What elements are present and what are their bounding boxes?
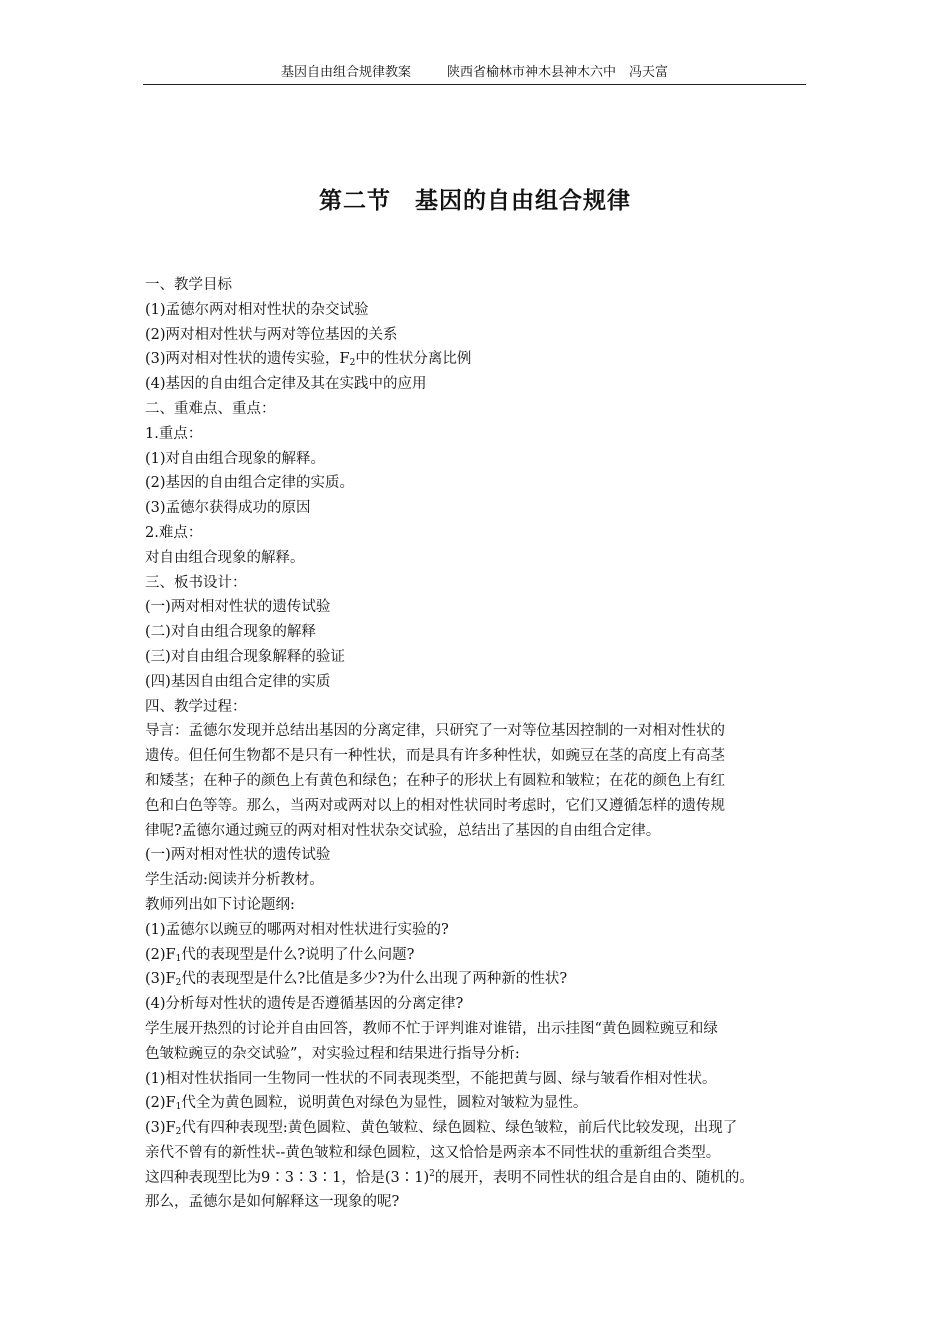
question-item: (4)分析每对性状的遗传是否遵循基因的分离定律?	[145, 996, 464, 1013]
question-item	[145, 967, 810, 992]
analysis-item	[145, 1091, 810, 1116]
analysis-text: 代全为黄色圆粒，说明黄色对绿色为显性，圆粒对皱粒为显性。	[181, 1095, 588, 1112]
page-title: 第二节 基因的自由组合规律	[319, 188, 631, 214]
superscript: 2	[429, 1168, 435, 1179]
goal-item: (1)孟德尔两对相对性状的杂交试验	[145, 301, 369, 318]
section-heading-goals: 一、教学目标	[145, 277, 232, 293]
analysis-text: 的展开，表明不同性状的组合是自由的、随机的。	[434, 1169, 754, 1186]
goal-item-text: (3)两对相对性状的遗传实验，F	[145, 351, 350, 368]
analysis-line	[145, 1166, 810, 1191]
goal-item: (4)基因的自由组合定律及其在实践中的应用	[145, 376, 427, 393]
intro-line: 导言：孟德尔发现并总结出基因的分离定律，只研究了一对等位基因控制的一对相对性状的	[145, 723, 725, 740]
outline-label: 教师列出如下讨论题纲:	[145, 896, 295, 913]
intro-line: 律呢?孟德尔通过豌豆的两对相对性状杂交试验，总结出了基因的自由组合定律。	[145, 822, 661, 839]
board-item: (三)对自由组合现象解释的验证	[145, 648, 345, 665]
question-item	[145, 943, 810, 968]
section-heading-board: 三、板书设计：	[145, 574, 247, 591]
analysis-text: 代有四种表现型:黄色圆粒、黄色皱粒、绿色圆粒、绿色皱粒，前后代比较发现，出现了	[181, 1120, 738, 1137]
closing-question: 那么，孟德尔是如何解释这一现象的呢?	[145, 1194, 400, 1211]
analysis-line: 亲代不曾有的新性状--黄色皱粒和绿色圆粒，这又恰恰是两亲本不同性状的重新组合类型。	[145, 1144, 721, 1161]
subscript: 2	[175, 978, 182, 989]
goal-item	[145, 347, 810, 372]
goal-item-text: 中的性状分离比例	[355, 351, 472, 368]
subscript: 2	[175, 1127, 182, 1138]
keypoint-item: (3)孟德尔获得成功的原因	[145, 500, 311, 517]
keypoint-item: (1)对自由组合现象的解释。	[145, 450, 326, 467]
question-text: (2)F	[145, 946, 176, 963]
question-text: 代的表现型是什么?说明了什么问题?	[181, 946, 415, 963]
section-heading-keypoints: 二、重难点、重点：	[145, 400, 276, 417]
intro-line: 遗传。但任何生物都不是只有一种性状，而是具有许多种性状，如豌豆在茎的高度上有高茎	[145, 748, 725, 765]
subsection-heading: (一)两对相对性状的遗传试验	[145, 847, 331, 864]
subscript: 1	[175, 953, 182, 964]
header-course-title: 基因自由组合规律教案	[280, 65, 411, 80]
question-text: (3)F	[145, 971, 176, 988]
keypoint-label: 1.重点：	[145, 425, 203, 442]
subscript: 2	[349, 358, 356, 369]
student-activity: 学生活动:阅读并分析教材。	[145, 872, 324, 889]
discussion-line: 学生展开热烈的讨论并自由回答，教师不忙于评判谁对谁错，出示挂图“黄色圆粒豌豆和绿	[145, 1020, 718, 1037]
document-body	[145, 273, 810, 1215]
difficulty-text: 对自由组合现象的解释。	[145, 549, 305, 566]
analysis-text: (3)F	[145, 1120, 176, 1137]
intro-line: 色和白色等等。那么，当两对或两对以上的相对性状同时考虑时，它们又遵循怎样的遗传规	[145, 797, 725, 814]
analysis-text: (2)F	[145, 1095, 176, 1112]
subscript: 1	[175, 1102, 182, 1113]
section-heading-process: 四、教学过程：	[145, 698, 247, 715]
keypoint-item: (2)基因的自由组合定律的实质。	[145, 475, 355, 492]
board-item: (四)基因自由组合定律的实质	[145, 673, 331, 690]
page-header	[143, 62, 806, 85]
analysis-item	[145, 1116, 810, 1141]
question-item: (1)孟德尔以豌豆的哪两对相对性状进行实验的?	[145, 921, 449, 938]
difficulty-label: 2.难点：	[145, 524, 203, 541]
header-school-author: 陕西省榆林市神木县神木六中 冯天富	[447, 65, 669, 80]
board-item: (二)对自由组合现象的解释	[145, 624, 316, 641]
analysis-text: 这四种表现型比为9∶3∶3∶1，恰是(3∶1)	[145, 1169, 430, 1186]
goal-item: (2)两对相对性状与两对等位基因的关系	[145, 326, 398, 343]
discussion-line: 色皱粒豌豆的杂交试验”，对实验过程和结果进行指导分析:	[145, 1045, 520, 1062]
question-text: 代的表现型是什么?比值是多少?为什么出现了两种新的性状?	[181, 971, 568, 988]
board-item: (一)两对相对性状的遗传试验	[145, 599, 331, 616]
analysis-item: (1)相对性状指同一生物同一性状的不同表现类型，不能把黄与圆、绿与皱看作相对性状。	[145, 1070, 717, 1087]
intro-line: 和矮茎；在种子的颜色上有黄色和绿色；在种子的形状上有圆粒和皱粒；在花的颜色上有红	[145, 772, 725, 789]
